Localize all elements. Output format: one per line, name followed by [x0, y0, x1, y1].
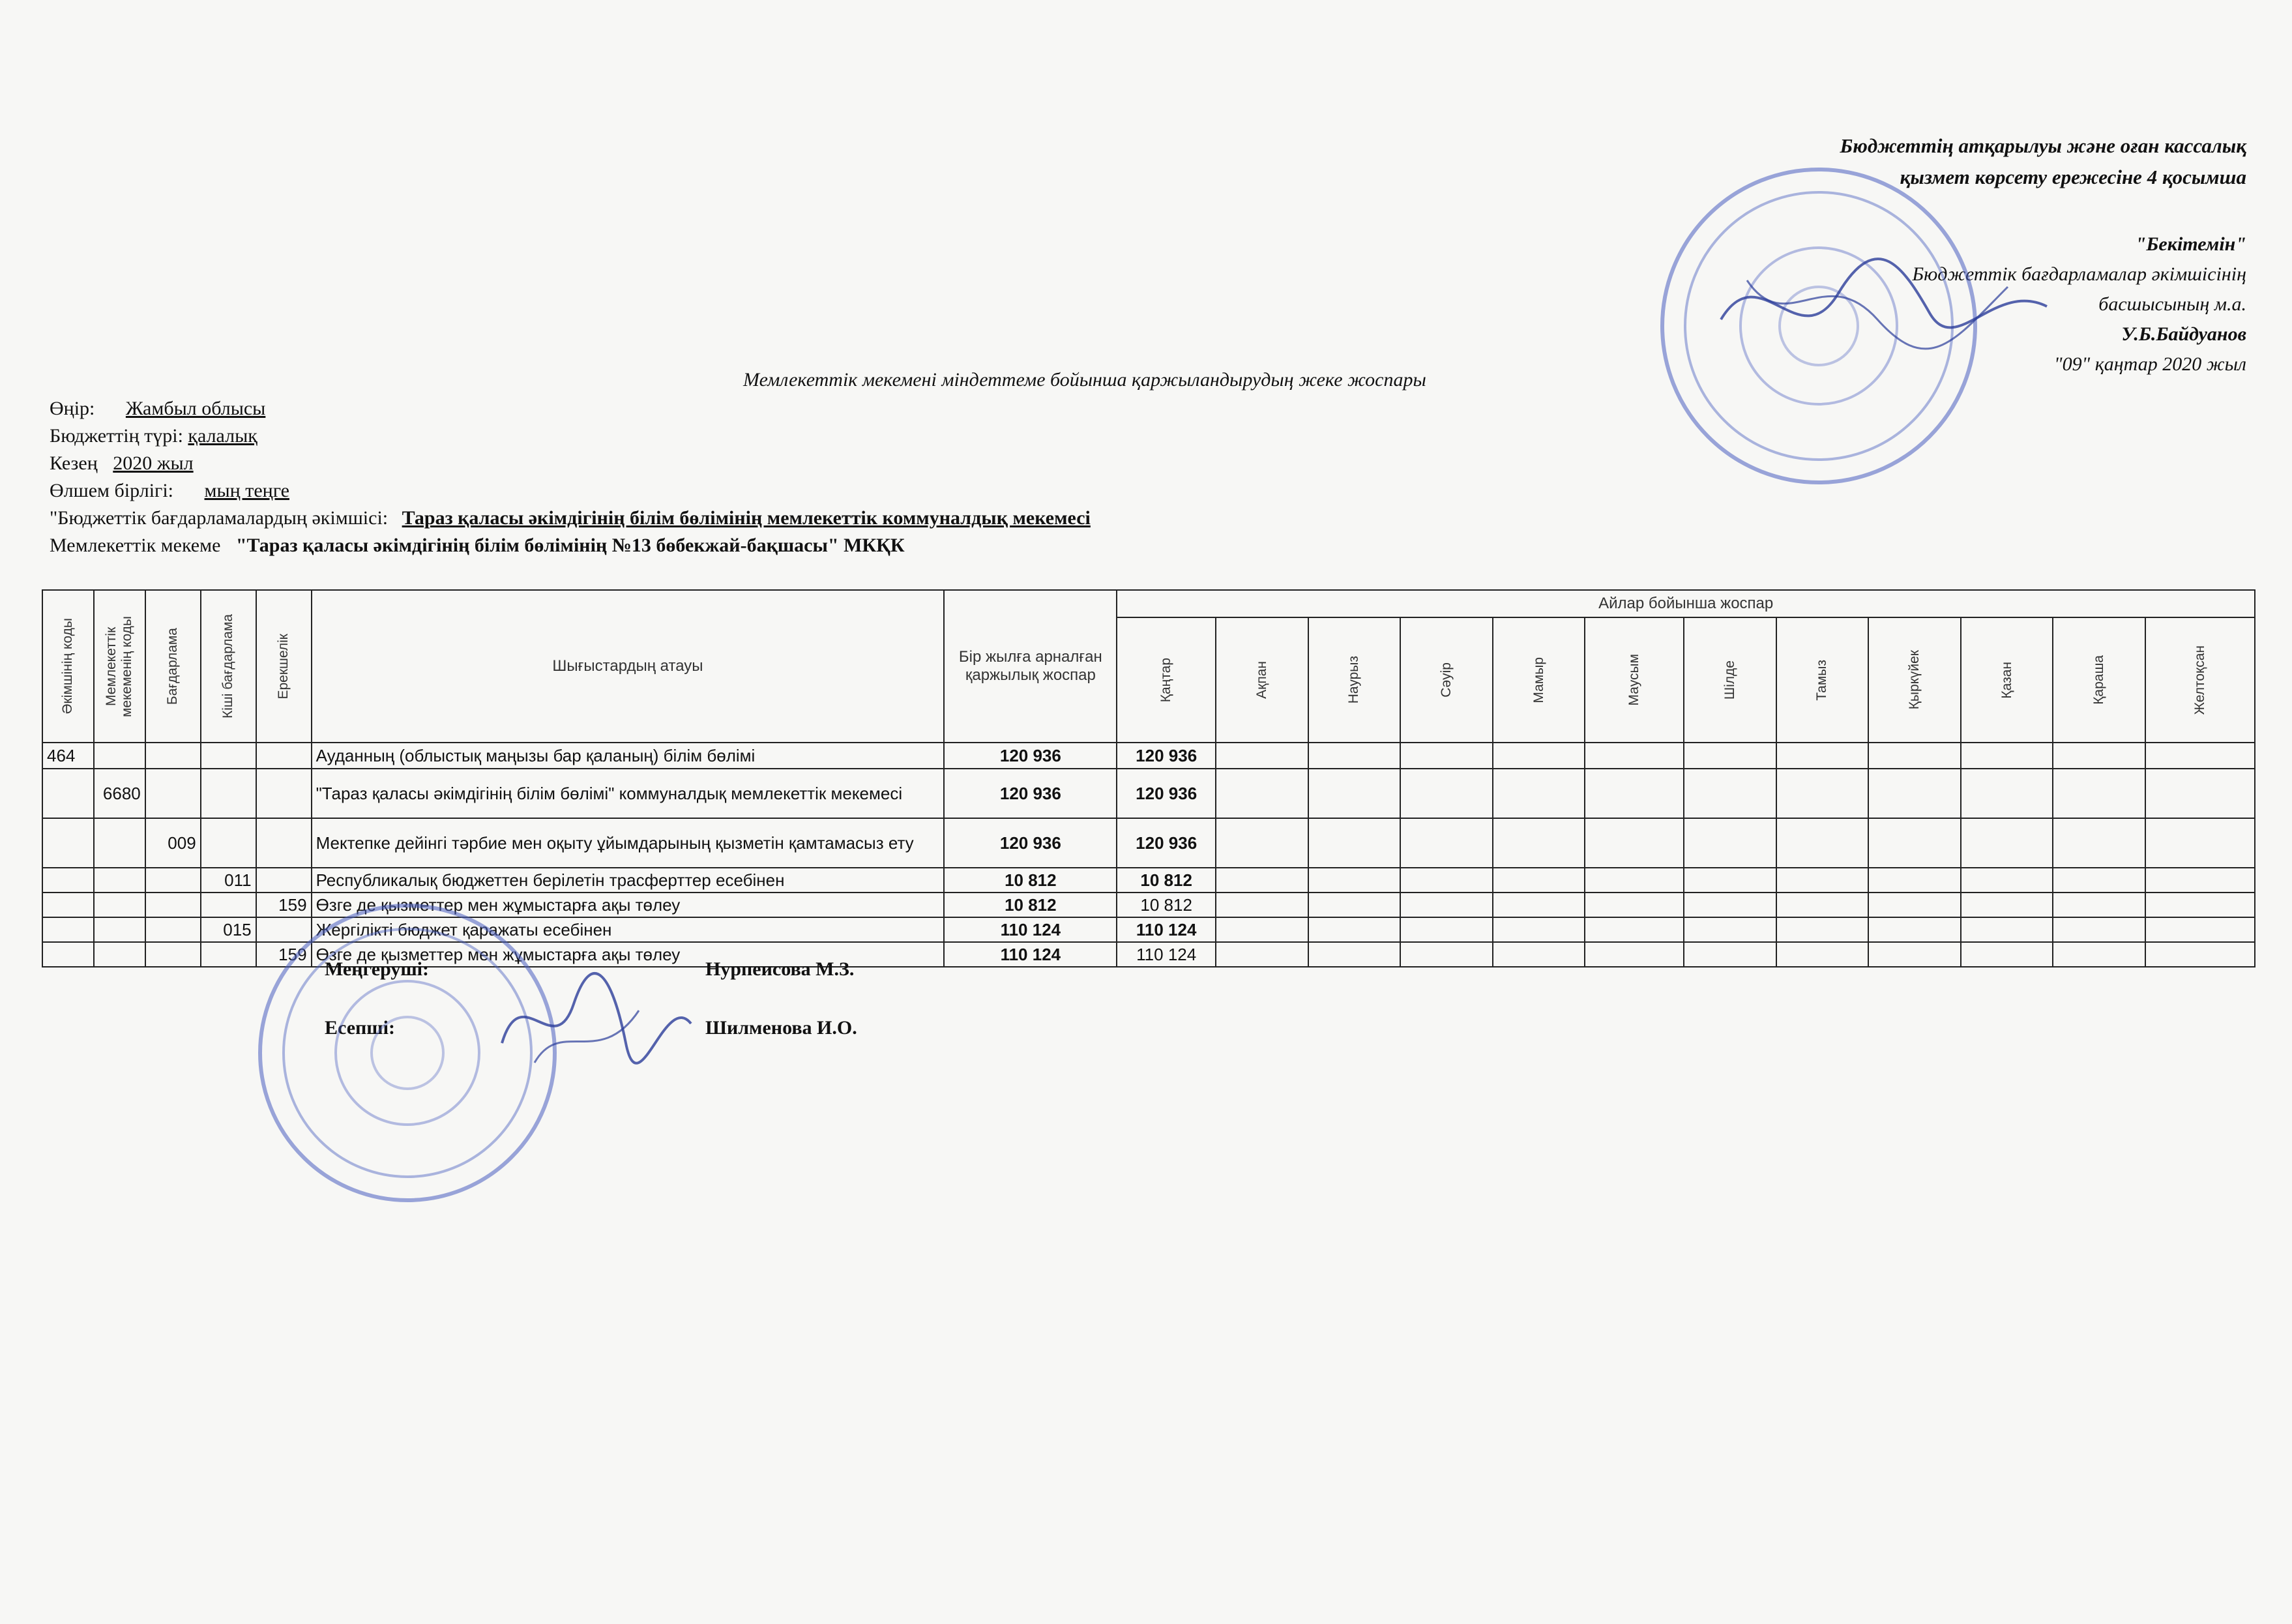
meta-budget-type — [50, 424, 257, 449]
cell-annual: 120 936 — [944, 769, 1117, 818]
header-inst-code: Мемлекеттік мекеменің коды — [94, 590, 145, 743]
cell-admin-code — [42, 893, 94, 917]
approval-line-2: басшысының м.а. — [2098, 293, 2246, 315]
cell-inst-code — [94, 942, 145, 967]
cell-admin-code — [42, 917, 94, 942]
cell-jan: 10 812 — [1117, 868, 1216, 893]
header-month-sep: Қыркүйек — [1868, 617, 1961, 743]
cell-expense-name: Республикалық бюджеттен берілетін трасферттер есебінен — [312, 868, 945, 893]
cell-annual: 110 124 — [944, 917, 1117, 942]
cell-admin-code: 464 — [42, 743, 94, 769]
appendix-line-1: Бюджеттің атқарылуы және оған кассалық — [1840, 134, 2246, 157]
meta-institution — [50, 533, 905, 558]
approval-name: У.Б.Байдуанов — [2121, 323, 2246, 345]
cell-annual: 110 124 — [944, 942, 1117, 967]
table-row — [42, 769, 2255, 818]
cell-annual: 10 812 — [944, 893, 1117, 917]
cell-expense-name: Өзге де қызметтер мен жұмыстарға ақы төлеу — [312, 893, 945, 917]
cell-admin-code — [42, 942, 94, 967]
header-specific: Ерекшелік — [256, 590, 312, 743]
unit-value: мың теңге — [204, 480, 289, 501]
budget-type-label: Бюджеттің түрі: — [50, 425, 183, 447]
cell-subprogram — [201, 769, 256, 818]
cell-program — [145, 769, 201, 818]
meta-region — [50, 396, 265, 421]
cell-annual: 10 812 — [944, 868, 1117, 893]
header-month-mar: Наурыз — [1308, 617, 1401, 743]
period-label: Кезең — [50, 452, 98, 474]
signature-approver — [1708, 241, 2073, 359]
document-title: Мемлекеттік мекемені міндеттеме бойынша қаржыландырудың жеке жоспары — [743, 369, 1426, 391]
institution-label: Мемлекеттік мекеме — [50, 535, 221, 556]
cell-admin-code — [42, 868, 94, 893]
cell-jan: 110 124 — [1117, 917, 1216, 942]
cell-subprogram: 011 — [201, 868, 256, 893]
header-expense-name: Шығыстардың атауы — [312, 590, 945, 743]
cell-jan: 110 124 — [1117, 942, 1216, 967]
cell-subprogram — [201, 942, 256, 967]
header-monthly-plan: Айлар бойынша жоспар — [1117, 590, 2255, 617]
header-month-aug: Тамыз — [1776, 617, 1869, 743]
signature-head — [495, 965, 704, 1076]
meta-unit — [50, 479, 289, 503]
cell-admin-code — [42, 818, 94, 868]
head-name: Нурпеисова М.З. — [705, 958, 855, 980]
cell-program — [145, 917, 201, 942]
header-month-oct: Қазан — [1961, 617, 2053, 743]
header-month-may: Мамыр — [1493, 617, 1585, 743]
cell-program — [145, 743, 201, 769]
budget-type-value: қалалық — [188, 425, 257, 447]
cell-inst-code — [94, 893, 145, 917]
cell-program — [145, 893, 201, 917]
cell-subprogram — [201, 818, 256, 868]
cell-expense-name: Ауданның (облыстық маңызы бар қаланың) білім бөлімі — [312, 743, 945, 769]
approval-heading: "Бекітемін" — [2135, 233, 2246, 255]
header-month-apr: Сәуір — [1400, 617, 1493, 743]
cell-inst-code — [94, 743, 145, 769]
cell-specific — [256, 743, 312, 769]
accountant-name: Шилменова И.О. — [705, 1017, 857, 1039]
meta-period — [50, 451, 194, 476]
region-value: Жамбыл облысы — [125, 398, 266, 419]
appendix-line-2: қызмет көрсету ережесіне 4 қосымша — [1900, 166, 2246, 188]
header-month-nov: Қараша — [2053, 617, 2145, 743]
cell-expense-name: Мектепке дейінгі тәрбие мен оқыту ұйымдарының қызметін қамтамасыз ету — [312, 818, 945, 868]
cell-specific: 159 — [256, 893, 312, 917]
header-row-1 — [42, 590, 2255, 617]
cell-annual: 120 936 — [944, 743, 1117, 769]
admin-label: "Бюджеттік бағдарламалардың әкімшісі: — [50, 507, 389, 529]
head-label: Меңгеруші: — [325, 958, 430, 980]
approval-date: "09" қаңтар 2020 жыл — [2054, 353, 2246, 375]
cell-jan: 120 936 — [1117, 818, 1216, 868]
cell-program — [145, 868, 201, 893]
approval-line-1: Бюджеттік бағдарламалар әкімшісінің — [1912, 263, 2246, 285]
cell-subprogram — [201, 743, 256, 769]
cell-subprogram: 015 — [201, 917, 256, 942]
region-label: Өңір: — [50, 398, 95, 419]
cell-admin-code — [42, 769, 94, 818]
cell-inst-code — [94, 917, 145, 942]
cell-jan: 10 812 — [1117, 893, 1216, 917]
header-month-feb: Ақпан — [1216, 617, 1308, 743]
header-month-jun: Маусым — [1585, 617, 1684, 743]
table-row — [42, 743, 2255, 769]
header-month-dec: Желтоқсан — [2145, 617, 2255, 743]
cell-specific — [256, 818, 312, 868]
header-month-jan: Қаңтар — [1117, 617, 1216, 743]
cell-jan: 120 936 — [1117, 769, 1216, 818]
meta-admin — [50, 506, 1091, 531]
header-program: Бағдарлама — [145, 590, 201, 743]
cell-inst-code — [94, 818, 145, 868]
cell-specific — [256, 868, 312, 893]
cell-annual: 120 936 — [944, 818, 1117, 868]
cell-inst-code — [94, 868, 145, 893]
cell-specific — [256, 769, 312, 818]
cell-inst-code: 6680 — [94, 769, 145, 818]
table-row — [42, 868, 2255, 893]
admin-value: Тараз қаласы әкімдігінің білім бөлімінің мемлекеттік коммуналдық мекемесі — [402, 507, 1091, 529]
cell-expense-name: Жергілікті бюджет қаражаты есебінен — [312, 917, 945, 942]
header-month-jul: Шілде — [1684, 617, 1776, 743]
period-value: 2020 жыл — [113, 452, 194, 474]
cell-specific: 159 — [256, 942, 312, 967]
cell-expense-name: "Тараз қаласы әкімдігінің білім бөлімі" коммуналдық мемлекеттік мекемесі — [312, 769, 945, 818]
header-admin-code: Әкімшінің коды — [42, 590, 94, 743]
cell-expense-name: Өзге де қызметтер мен жұмыстарға ақы төлеу — [312, 942, 945, 967]
cell-subprogram — [201, 893, 256, 917]
header-subprogram: Кіші бағдарлама — [201, 590, 256, 743]
cell-jan: 120 936 — [1117, 743, 1216, 769]
table-row — [42, 818, 2255, 868]
unit-label: Өлшем бірлігі: — [50, 480, 174, 501]
accountant-label: Есепші: — [325, 1017, 395, 1039]
header-annual-plan: Бір жылға арналған қаржылық жоспар — [944, 590, 1117, 743]
cell-program — [145, 942, 201, 967]
institution-value: "Тараз қаласы әкімдігінің білім бөлімінің №13 бөбекжай-бақшасы" МКҚК — [235, 535, 905, 556]
cell-program: 009 — [145, 818, 201, 868]
